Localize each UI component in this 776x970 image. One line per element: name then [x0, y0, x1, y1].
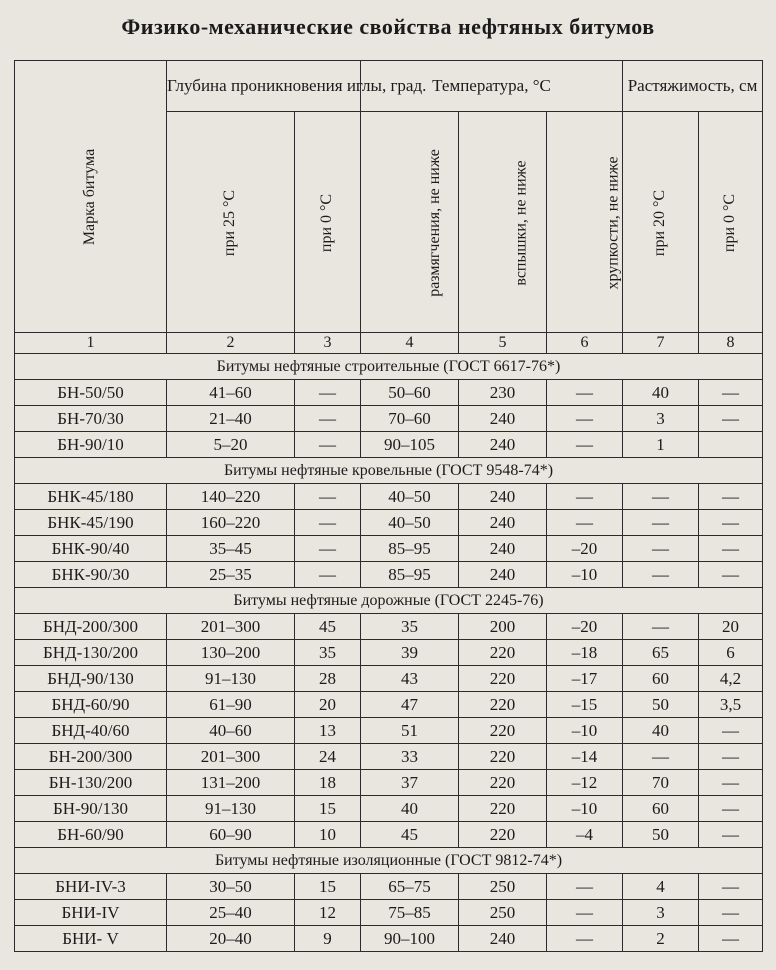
brand-cell: БН-70/30: [15, 406, 167, 432]
value-cell: 50: [623, 822, 699, 848]
value-cell: —: [295, 406, 361, 432]
value-cell: 220: [459, 744, 547, 770]
header-st20-label: при 20 °С: [651, 189, 669, 257]
value-cell: —: [623, 510, 699, 536]
column-number: 4: [361, 333, 459, 354]
table-row: [15, 614, 763, 640]
brand-cell: БНД-40/60: [15, 718, 167, 744]
value-cell: 3: [623, 900, 699, 926]
section-header-row: [15, 588, 763, 614]
value-cell: 220: [459, 822, 547, 848]
table-row: [15, 484, 763, 510]
value-cell: —: [547, 510, 623, 536]
value-cell: 65–75: [361, 874, 459, 900]
value-cell: 220: [459, 718, 547, 744]
value-cell: 220: [459, 692, 547, 718]
value-cell: 3: [623, 406, 699, 432]
section-title: Битумы нефтяные кровельные (ГОСТ 9548-74*): [15, 458, 763, 484]
header-brittle-label: хрупкости, не ниже: [604, 156, 622, 290]
value-cell: –20: [547, 614, 623, 640]
value-cell: 200: [459, 614, 547, 640]
value-cell: 220: [459, 770, 547, 796]
table-row: [15, 822, 763, 848]
value-cell: 230: [459, 380, 547, 406]
value-cell: 160–220: [167, 510, 295, 536]
value-cell: —: [547, 406, 623, 432]
value-cell: 250: [459, 900, 547, 926]
brand-cell: БН-90/10: [15, 432, 167, 458]
value-cell: —: [623, 484, 699, 510]
column-number: 5: [459, 333, 547, 354]
value-cell: —: [295, 484, 361, 510]
value-cell: 4: [623, 874, 699, 900]
value-cell: —: [699, 770, 763, 796]
header-soft: [361, 112, 459, 333]
header-st0-label: при 0 °С: [721, 193, 739, 253]
value-cell: 13: [295, 718, 361, 744]
brand-cell: БНД-200/300: [15, 614, 167, 640]
column-number: 1: [15, 333, 167, 354]
header-st20: [623, 112, 699, 333]
value-cell: 140–220: [167, 484, 295, 510]
value-cell: 45: [295, 614, 361, 640]
value-cell: 240: [459, 484, 547, 510]
value-cell: 37: [361, 770, 459, 796]
value-cell: 65: [623, 640, 699, 666]
section-title: Битумы нефтяные изоляционные (ГОСТ 9812-74*): [15, 848, 763, 874]
brand-cell: БНД-90/130: [15, 666, 167, 692]
value-cell: —: [699, 510, 763, 536]
table-row: [15, 718, 763, 744]
table-row: [15, 796, 763, 822]
value-cell: —: [547, 484, 623, 510]
header-pen0: [295, 112, 361, 333]
value-cell: 3,5: [699, 692, 763, 718]
section-title: Битумы нефтяные строительные (ГОСТ 6617-76*): [15, 354, 763, 380]
column-number: 2: [167, 333, 295, 354]
header-pen25-label: при 25 °С: [221, 189, 239, 257]
page-title: Физико-механические свойства нефтяных битумов: [121, 14, 655, 39]
value-cell: 220: [459, 666, 547, 692]
value-cell: 130–200: [167, 640, 295, 666]
value-cell: 35–45: [167, 536, 295, 562]
value-cell: 35: [361, 614, 459, 640]
value-cell: 18: [295, 770, 361, 796]
table-body: [15, 354, 763, 952]
value-cell: —: [699, 380, 763, 406]
value-cell: 1: [623, 432, 699, 458]
header-flash: [459, 112, 547, 333]
table-row: [15, 562, 763, 588]
value-cell: 240: [459, 406, 547, 432]
value-cell: —: [547, 926, 623, 952]
value-cell: –14: [547, 744, 623, 770]
value-cell: 20: [295, 692, 361, 718]
value-cell: 75–85: [361, 900, 459, 926]
value-cell: 201–300: [167, 614, 295, 640]
brand-cell: БНИ-IV-3: [15, 874, 167, 900]
column-number: 6: [547, 333, 623, 354]
table-row: [15, 666, 763, 692]
value-cell: 240: [459, 562, 547, 588]
value-cell: —: [295, 432, 361, 458]
bitumen-properties-table: [14, 60, 763, 952]
header-pen25: [167, 112, 295, 333]
value-cell: –15: [547, 692, 623, 718]
value-cell: 220: [459, 640, 547, 666]
value-cell: —: [547, 432, 623, 458]
value-cell: 90–105: [361, 432, 459, 458]
table-row: [15, 900, 763, 926]
value-cell: 21–40: [167, 406, 295, 432]
value-cell: —: [699, 536, 763, 562]
table-row: [15, 432, 763, 458]
value-cell: 24: [295, 744, 361, 770]
table-row: [15, 926, 763, 952]
value-cell: 15: [295, 796, 361, 822]
brand-cell: БНИ-IV: [15, 900, 167, 926]
value-cell: 20–40: [167, 926, 295, 952]
value-cell: —: [699, 562, 763, 588]
value-cell: –17: [547, 666, 623, 692]
value-cell: 28: [295, 666, 361, 692]
value-cell: 40–50: [361, 484, 459, 510]
value-cell: 25–40: [167, 900, 295, 926]
table-row: [15, 874, 763, 900]
value-cell: 10: [295, 822, 361, 848]
value-cell: 70: [623, 770, 699, 796]
table-row: [15, 536, 763, 562]
header-penetration: Глубина проникновения иглы, град.: [167, 61, 361, 112]
value-cell: —: [547, 380, 623, 406]
brand-cell: БНК-90/40: [15, 536, 167, 562]
section-header-row: [15, 354, 763, 380]
value-cell: 39: [361, 640, 459, 666]
brand-cell: БНК-45/190: [15, 510, 167, 536]
value-cell: 240: [459, 432, 547, 458]
header-temperature: Температура, °С: [361, 61, 623, 112]
value-cell: —: [295, 562, 361, 588]
section-title: Битумы нефтяные дорожные (ГОСТ 2245-76): [15, 588, 763, 614]
brand-cell: БНД-130/200: [15, 640, 167, 666]
value-cell: —: [623, 536, 699, 562]
value-cell: —: [623, 562, 699, 588]
value-cell: 240: [459, 536, 547, 562]
value-cell: 40–60: [167, 718, 295, 744]
brand-cell: БНК-45/180: [15, 484, 167, 510]
value-cell: —: [547, 874, 623, 900]
value-cell: 40: [361, 796, 459, 822]
value-cell: –4: [547, 822, 623, 848]
value-cell: —: [295, 510, 361, 536]
value-cell: 90–100: [361, 926, 459, 952]
value-cell: –10: [547, 796, 623, 822]
value-cell: –10: [547, 562, 623, 588]
header-brand: [15, 61, 167, 333]
value-cell: 91–130: [167, 666, 295, 692]
value-cell: 33: [361, 744, 459, 770]
value-cell: 15: [295, 874, 361, 900]
table-row: [15, 380, 763, 406]
value-cell: 45: [361, 822, 459, 848]
header-st0: [699, 112, 763, 333]
value-cell: 40: [623, 718, 699, 744]
value-cell: —: [699, 926, 763, 952]
header-soft-label: размягчения, не ниже: [425, 149, 443, 297]
table-row: [15, 406, 763, 432]
value-cell: —: [699, 406, 763, 432]
section-header-row: [15, 458, 763, 484]
header-brittle: [547, 112, 623, 333]
value-cell: —: [295, 380, 361, 406]
brand-cell: БНД-60/90: [15, 692, 167, 718]
header-brand-label: Марка битума: [81, 148, 99, 246]
value-cell: 131–200: [167, 770, 295, 796]
value-cell: 20: [699, 614, 763, 640]
table-row: [15, 744, 763, 770]
value-cell: —: [547, 900, 623, 926]
value-cell: 2: [623, 926, 699, 952]
column-numbers-row: [15, 333, 763, 354]
value-cell: —: [699, 900, 763, 926]
column-number: 8: [699, 333, 763, 354]
value-cell: 41–60: [167, 380, 295, 406]
value-cell: —: [699, 822, 763, 848]
value-cell: –10: [547, 718, 623, 744]
value-cell: 60: [623, 796, 699, 822]
value-cell: 220: [459, 796, 547, 822]
value-cell: 85–95: [361, 536, 459, 562]
value-cell: —: [623, 614, 699, 640]
brand-cell: БН-200/300: [15, 744, 167, 770]
value-cell: 250: [459, 874, 547, 900]
value-cell: 201–300: [167, 744, 295, 770]
table-row: [15, 770, 763, 796]
value-cell: —: [699, 718, 763, 744]
value-cell: —: [623, 744, 699, 770]
value-cell: 25–35: [167, 562, 295, 588]
header-flash-label: вспышки, не ниже: [512, 160, 530, 286]
value-cell: 50–60: [361, 380, 459, 406]
brand-cell: БНИ- V: [15, 926, 167, 952]
column-number: 3: [295, 333, 361, 354]
column-number: 7: [623, 333, 699, 354]
value-cell: –20: [547, 536, 623, 562]
value-cell: –12: [547, 770, 623, 796]
value-cell: 60: [623, 666, 699, 692]
table-row: [15, 692, 763, 718]
value-cell: —: [699, 874, 763, 900]
value-cell: 240: [459, 510, 547, 536]
section-header-row: [15, 848, 763, 874]
value-cell: 40–50: [361, 510, 459, 536]
value-cell: 9: [295, 926, 361, 952]
value-cell: 60–90: [167, 822, 295, 848]
value-cell: –18: [547, 640, 623, 666]
value-cell: 6: [699, 640, 763, 666]
value-cell: 51: [361, 718, 459, 744]
header-stretch: Растяжимость, см: [623, 61, 763, 112]
table-row: [15, 510, 763, 536]
brand-cell: БН-130/200: [15, 770, 167, 796]
value-cell: —: [699, 744, 763, 770]
value-cell: —: [295, 536, 361, 562]
brand-cell: БНК-90/30: [15, 562, 167, 588]
table-row: [15, 640, 763, 666]
value-cell: [699, 432, 763, 458]
value-cell: 30–50: [167, 874, 295, 900]
value-cell: —: [699, 484, 763, 510]
value-cell: 70–60: [361, 406, 459, 432]
value-cell: 5–20: [167, 432, 295, 458]
value-cell: —: [699, 796, 763, 822]
header-pen0-label: при 0 °С: [318, 193, 336, 253]
value-cell: 240: [459, 926, 547, 952]
value-cell: 91–130: [167, 796, 295, 822]
value-cell: 40: [623, 380, 699, 406]
value-cell: 35: [295, 640, 361, 666]
brand-cell: БН-50/50: [15, 380, 167, 406]
value-cell: 47: [361, 692, 459, 718]
brand-cell: БН-60/90: [15, 822, 167, 848]
value-cell: 50: [623, 692, 699, 718]
value-cell: 43: [361, 666, 459, 692]
value-cell: 4,2: [699, 666, 763, 692]
brand-cell: БН-90/130: [15, 796, 167, 822]
value-cell: 85–95: [361, 562, 459, 588]
value-cell: 12: [295, 900, 361, 926]
value-cell: 61–90: [167, 692, 295, 718]
